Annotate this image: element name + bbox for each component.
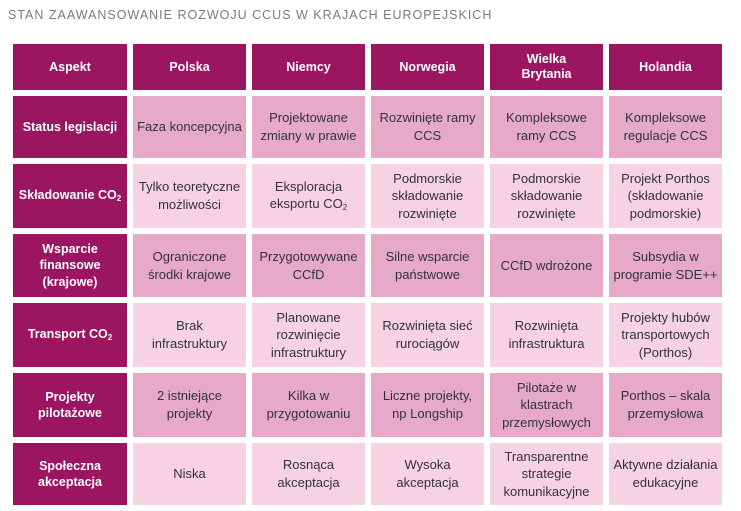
row-header-pilot-projects: Projekty pilotażowe — [13, 373, 127, 437]
table-cell: Silne wsparcie państwowe — [371, 234, 484, 297]
table-cell: Porthos – skala przemysłowa — [609, 373, 722, 437]
ccus-comparison-table — [7, 38, 728, 511]
table-cell: Rosnąca akceptacja — [252, 443, 365, 505]
row-header-label: Składowanie CO — [18, 188, 117, 203]
table-cell: CCfD wdrożone — [490, 234, 603, 297]
row-header-financial-support: Wsparcie finansowe (krajowe) — [13, 234, 127, 297]
table-cell: Planowane rozwinięcie infrastruktury — [252, 303, 365, 367]
table-cell: Aktywne działania edukacyjne — [609, 443, 722, 505]
page-title: STAN ZAAWANSOWANIE ROZWOJU CCUS W KRAJACH EUROPEJSKICH — [8, 8, 493, 22]
subscript-two: 2 — [107, 333, 113, 343]
table-row-transport — [13, 303, 722, 367]
table-cell: Kompleksowe regulacje CCS — [609, 96, 722, 158]
table-cell: Pilotaże w klastrach przemysłowych — [490, 373, 603, 437]
column-header-uk: Wielka Brytania — [490, 44, 603, 90]
table-cell: Wysoka akceptacja — [371, 443, 484, 505]
table-cell: Rozwinięta sieć rurociągów — [371, 303, 484, 367]
table-cell: Podmorskie składowanie rozwinięte — [490, 164, 603, 228]
table-cell: Ograniczone środki krajowe — [133, 234, 246, 297]
subscript-two: 2 — [116, 194, 122, 204]
table-cell: Podmorskie składowanie rozwinięte — [371, 164, 484, 228]
table-cell: 2 istniejące projekty — [133, 373, 246, 437]
table-cell: Projekt Porthos (składowanie podmorskie) — [609, 164, 722, 228]
table-cell: Transparentne strategie komunikacyjne — [490, 443, 603, 505]
row-header-storage — [13, 164, 127, 228]
table-row-legislation — [13, 96, 722, 158]
table-cell: Rozwinięta infrastruktura — [490, 303, 603, 367]
row-header-legislation: Status legislacji — [13, 96, 127, 158]
column-header-germany: Niemcy — [252, 44, 365, 90]
table-cell: Projekty hubów transportowych (Porthos) — [609, 303, 722, 367]
table-cell: Kompleksowe ramy CCS — [490, 96, 603, 158]
subscript-two: 2 — [342, 203, 348, 213]
cell-text: Eksploracja eksportu CO — [269, 178, 343, 212]
row-header-transport — [13, 303, 127, 367]
table-cell: Liczne projekty, np Longship — [371, 373, 484, 437]
table-cell: Niska — [133, 443, 246, 505]
column-header-norway: Norwegia — [371, 44, 484, 90]
table-cell: Subsydia w programie SDE++ — [609, 234, 722, 297]
table-cell: Faza koncepcyjna — [133, 96, 246, 158]
table-cell: Projektowane zmiany w prawie — [252, 96, 365, 158]
column-header-poland: Polska — [133, 44, 246, 90]
row-header-label: Transport CO — [27, 327, 108, 342]
table-row-pilot-projects — [13, 373, 722, 437]
table-cell: Rozwinięte ramy CCS — [371, 96, 484, 158]
table-header-row — [13, 44, 722, 90]
table-row-financial-support — [13, 234, 722, 297]
table-cell: Przygotowywane CCfD — [252, 234, 365, 297]
table-cell: Kilka w przygotowaniu — [252, 373, 365, 437]
row-header-social-acceptance: Społeczna akceptacja — [13, 443, 127, 505]
column-header-netherlands: Holandia — [609, 44, 722, 90]
column-header-aspect: Aspekt — [13, 44, 127, 90]
table-cell: Brak infrastruktury — [133, 303, 246, 367]
table-row-social-acceptance — [13, 443, 722, 505]
table-cell — [252, 164, 365, 228]
table-cell: Tylko teoretyczne możliwości — [133, 164, 246, 228]
table-row-storage — [13, 164, 722, 228]
